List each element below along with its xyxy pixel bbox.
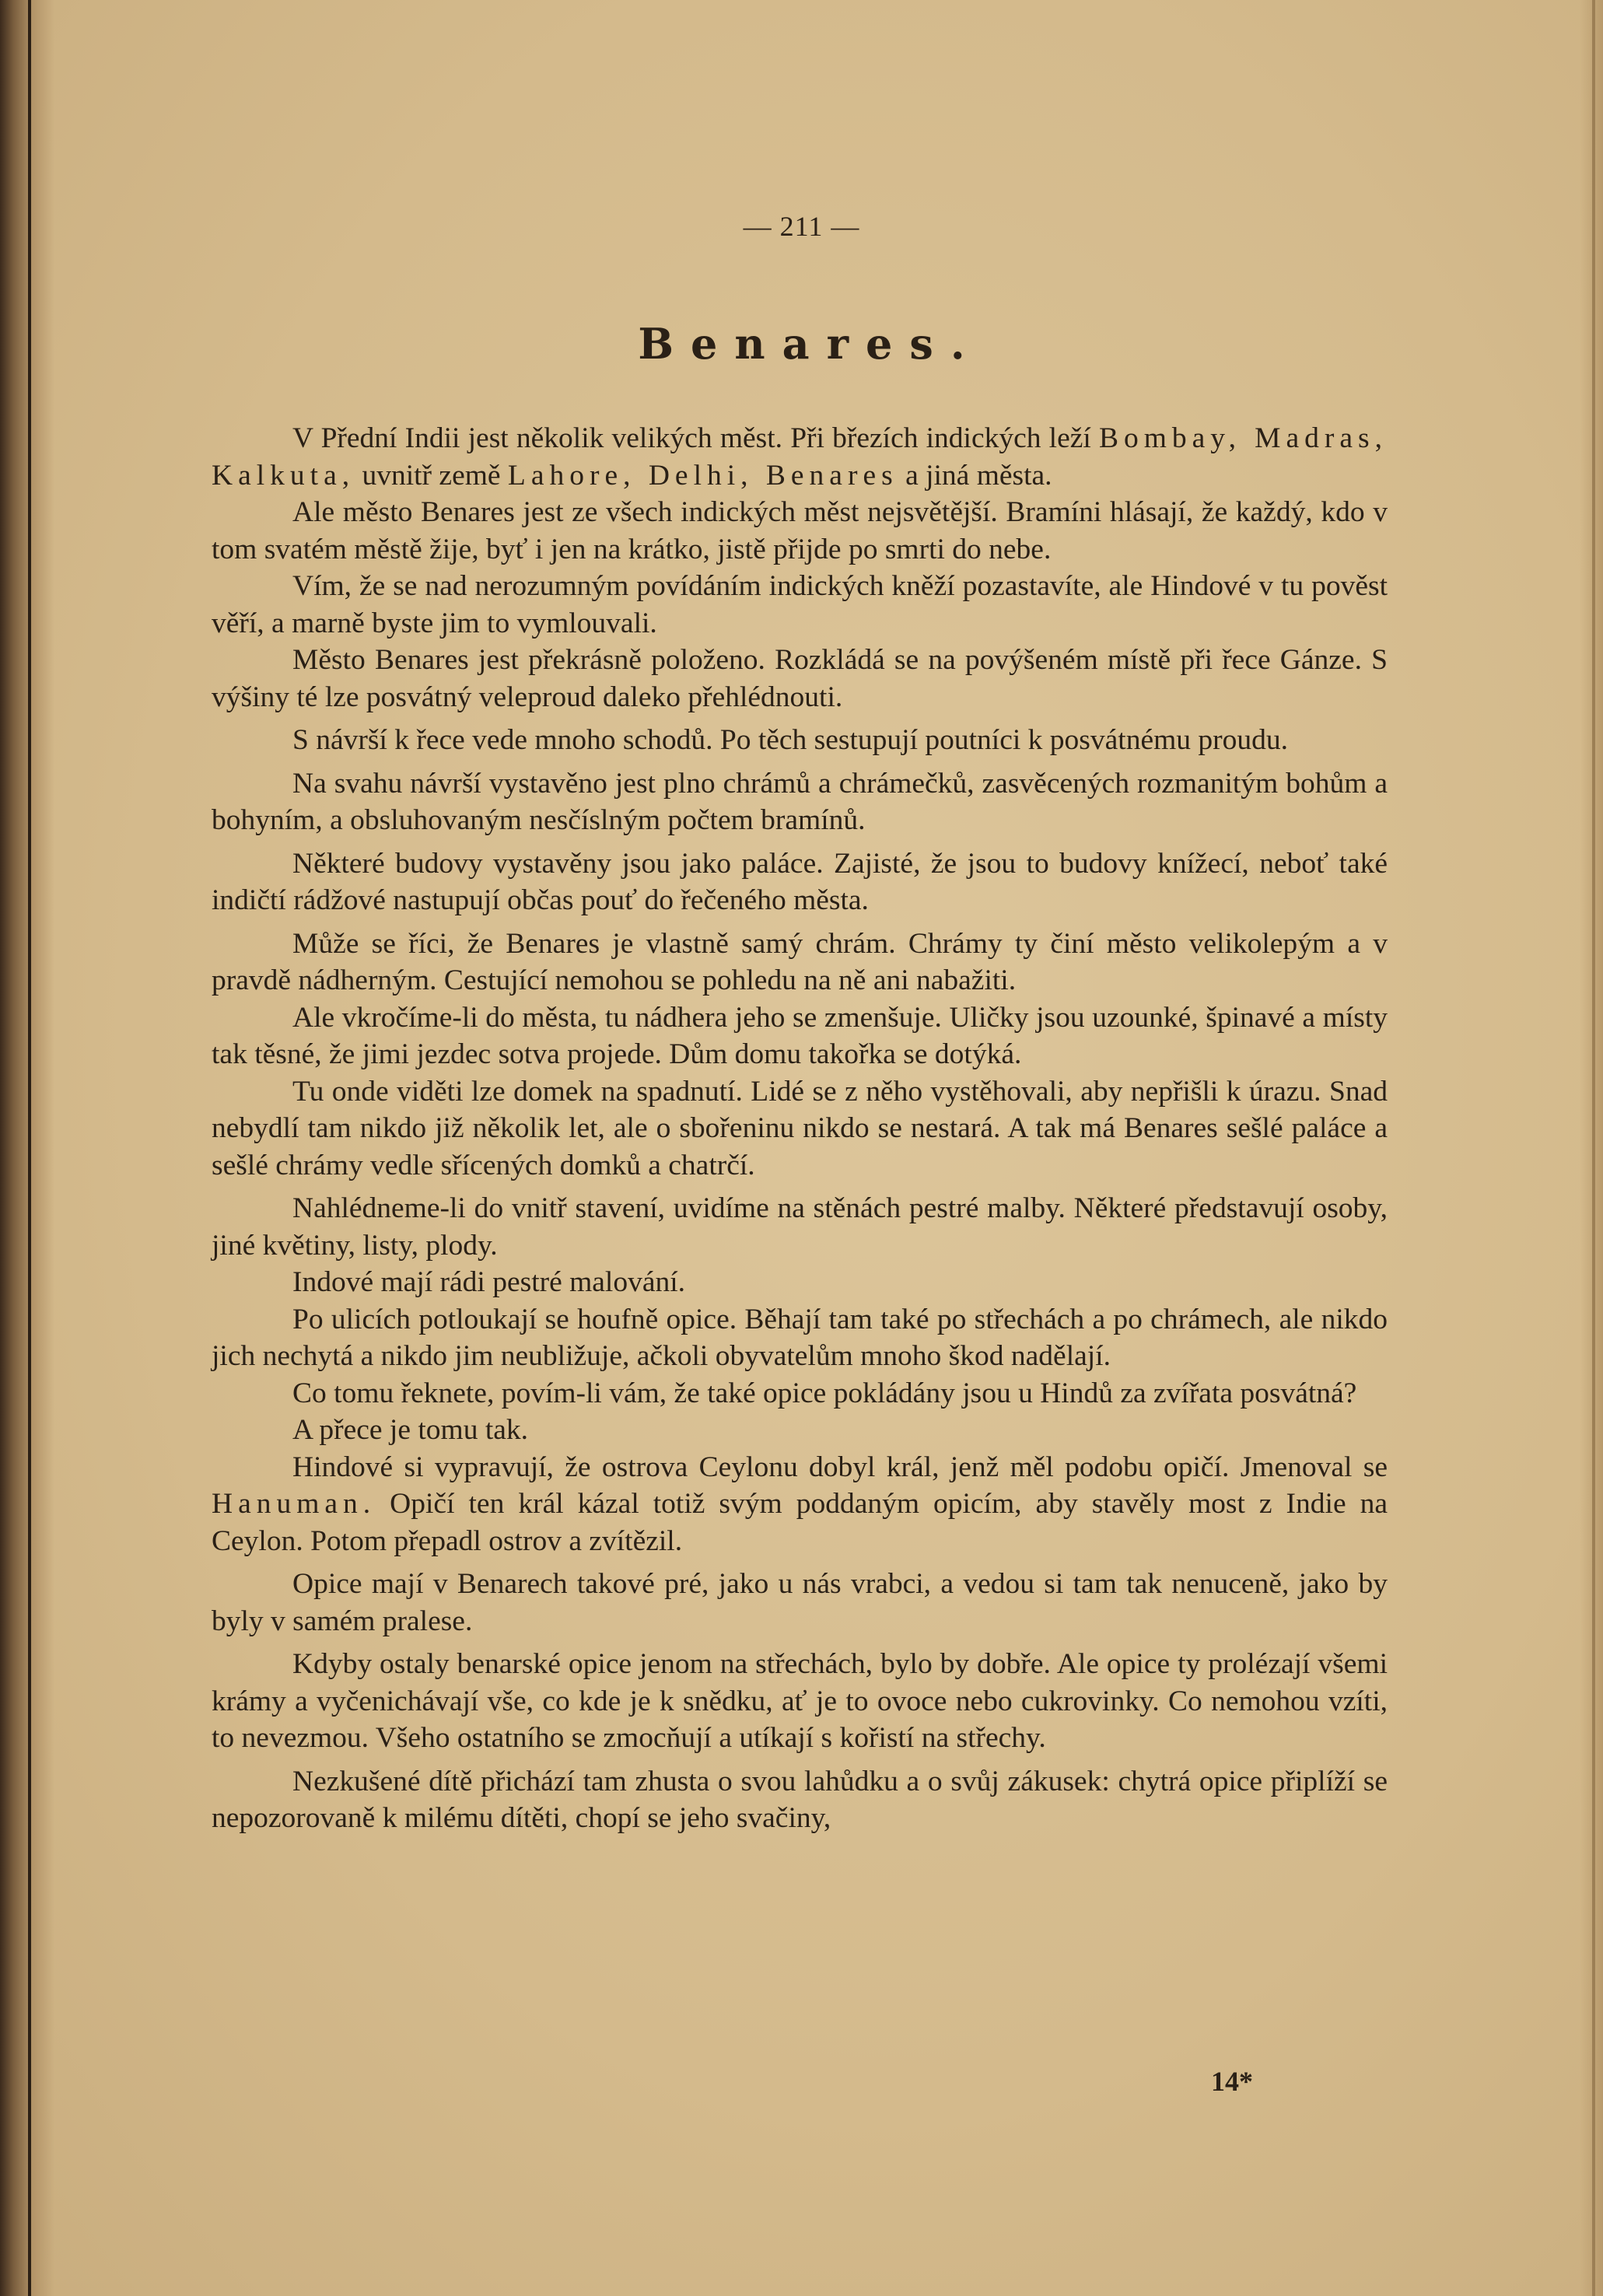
spaced-name: Lahore, Delhi, Benares [507,459,898,492]
spaced-name: Bombay, Madras, Kalkuta, [212,422,1388,492]
paragraph-text: S návrší k řece vede mnoho schodů. Po těch sestupují poutníci k posvátnému proudu. [292,724,1288,756]
paragraph [212,420,1388,494]
paragraph [212,568,1388,642]
paragraph [212,1264,1388,1301]
paragraph-text: A přece je tomu tak. [292,1414,529,1446]
paragraph-text: Nezkušené dítě přichází tam zhusta o svou lahůdku a o svůj zákusek: chytrá opice připlíží se nepozorovaně k milému dítěti, chopí se jeho svačiny, [212,1765,1388,1834]
body-text [212,420,1388,1837]
paragraph-text: Město Benares jest překrásně položeno. Rozkládá se na povýšeném místě při řece Gánze. S výšiny té lze posvátný veleproud daleko přehlédnouti. [212,644,1388,713]
paragraph [212,1190,1388,1264]
paragraph [212,722,1388,759]
paragraph-text: Po ulicích potloukají se houfně opice. Běhají tam také po střechách a po chrámech, ale nikdo jich nechytá a nikdo jim neubližuje, ačkoli obyvatelům mnoho škod nadělají. [212,1303,1388,1372]
paragraph-text: Opice mají v Benarech takové pré, jako u nás vrabci, a vedou si tam tak nenuceně, jako by byly v samém pralese. [212,1568,1388,1637]
paragraph [212,926,1388,999]
paragraph-text: Opičí ten král kázal totiž svým poddaným opicím, aby stavěly most z Indie na Ceylon. Potom přepadl ostrov a zvítězil. [212,1488,1388,1557]
paragraph-text: Tu onde viděti lze domek na spadnutí. Lidé se z něho vystěhovali, aby nepřišli k úrazu. Snad nebydlí tam nikdo již několik let, ale o sbořeninu nikdo se nestará. A tak má Benares sešlé paláce a sešlé chrámy vedle sřícených domků a chatrčí. [212,1075,1388,1181]
chapter-title: Benares. [638,319,982,369]
paragraph [212,1073,1388,1185]
paragraph-text: Ale vkročíme-li do města, tu nádhera jeho se zmenšuje. Uličky jsou uzounké, špinavé a místy tak těsné, že jimi jezdec sotva projede. Dům domu takořka se dotýká. [212,1001,1388,1070]
paragraph-text: V Přední Indii jest několik velikých měst. Při březích indických leží [292,422,1099,454]
paragraph-text: Indové mají rádi pestré malování. [292,1266,686,1298]
paragraph-text: Může se říci, že Benares je vlastně samý chrám. Chrámy ty činí město velikolepým a v pravdě nádherným. Cestující nemohou se pohledu na ně ani nabažiti. [212,927,1388,996]
paragraph [212,642,1388,716]
paragraph-text: a jiná města. [898,459,1052,492]
paragraph [212,1449,1388,1560]
paragraph-text: Některé budovy vystavěny jsou jako paláce. Zajisté, že jsou to budovy knížecí, neboť také indičtí rádžové nastupují občas pouť do řečeného města. [212,847,1388,916]
paragraph [212,1566,1388,1640]
paragraph [212,1763,1388,1837]
paragraph [212,999,1388,1073]
paragraph [212,494,1388,568]
paragraph [212,1646,1388,1757]
paragraph-text: uvnitř země [355,459,508,492]
paragraph [212,1375,1388,1412]
paragraph-text: Ale město Benares jest ze všech indických měst nejsvětější. Bramíni hlásají, že každý, kdo v tom svatém městě žije, byť i jen na krátko, jistě přijde po smrti do nebe. [212,496,1388,565]
spaced-name: Hanuman. [212,1488,376,1520]
signature-mark: 14* [1211,2066,1253,2097]
paragraph-text: Nahlédneme-li do vnitř stavení, uvidíme na stěnách pestré malby. Některé představují osoby, jiné květiny, listy, plody. [212,1192,1388,1262]
paragraph-text: Co tomu řeknete, povím-li vám, že také opice pokládány jsou u Hindů za zvířata posvátná? [292,1377,1357,1409]
paragraph-text: Kdyby ostaly benarské opice jenom na střechách, bylo by dobře. Ale opice ty prolézají všemi krámy a vyčenichávají vše, co kde je k snědku, ať je to ovoce nebo cukrovinky. Co nemohou vzíti, to nevezmou. Všeho ostatního se zmocňují a utíkají s kořistí na střechy. [212,1648,1388,1754]
paragraph-text: Hindové si vypravují, že ostrova Ceylonu dobyl král, jenž měl podobu opičí. Jmenoval se [292,1451,1388,1483]
paragraph [212,845,1388,919]
page-number: — 211 — [743,211,860,242]
paragraph [212,765,1388,839]
paragraph-text: Na svahu návrší vystavěno jest plno chrámů a chrámečků, zasvěcených rozmanitým bohům a bohyním, a obsluhovaným nesčíslným počtem bramínů. [212,767,1388,836]
paragraph [212,1301,1388,1375]
paragraph [212,1412,1388,1449]
paragraph-text: Vím, že se nad nerozumným povídáním indických kněží pozastavíte, ale Hindové v tu pověst věří, a marně byste jim to vymlouvali. [212,570,1388,639]
